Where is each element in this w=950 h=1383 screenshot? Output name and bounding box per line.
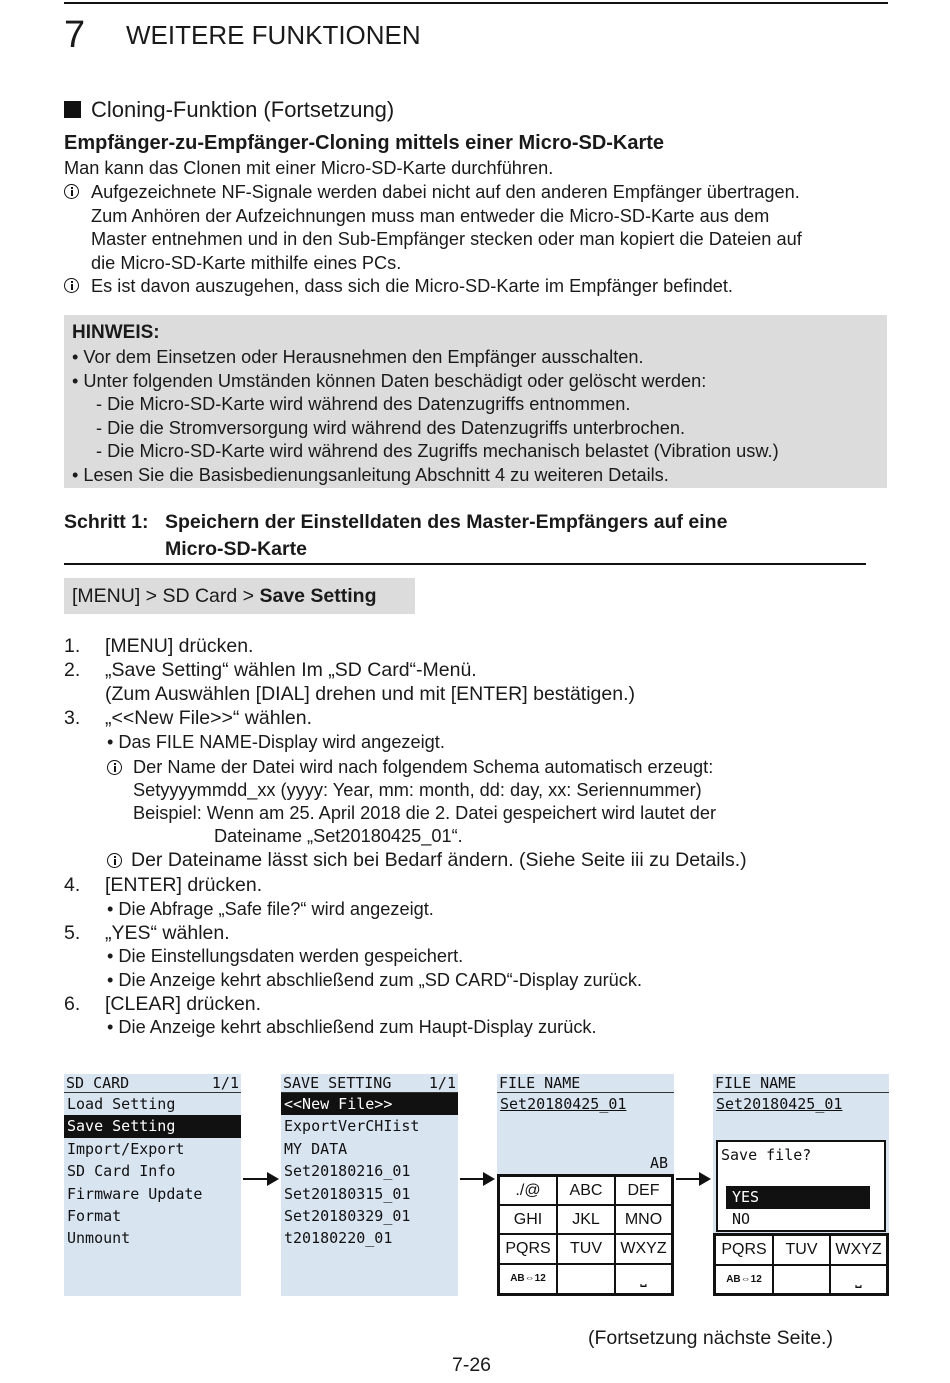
screen-title: FILE NAME bbox=[499, 1074, 581, 1092]
info-note-2 bbox=[64, 275, 79, 299]
arrow-right-icon bbox=[460, 1178, 493, 1180]
screen-title: SD CARD bbox=[66, 1074, 130, 1092]
menu-item-save-setting[interactable]: Save Setting bbox=[64, 1115, 241, 1137]
screen-header bbox=[713, 1074, 889, 1093]
key-wxyz[interactable]: WXYZ bbox=[615, 1234, 672, 1264]
yes-option[interactable]: YES bbox=[726, 1186, 870, 1208]
key-blank[interactable] bbox=[557, 1264, 615, 1294]
info-icon-wrap bbox=[107, 850, 122, 874]
screen-title: FILE NAME bbox=[715, 1074, 797, 1092]
step-info: Setyyyymmdd_xx (yyyy: Year, mm: month, dd: day, xx: Seriennummer) bbox=[133, 780, 702, 800]
step-text: „Save Setting“ wählen Im „SD Card“-Menü. bbox=[105, 659, 477, 681]
step-bullet: • Die Anzeige kehrt abschließend zum „SD CARD“-Display zurück. bbox=[107, 970, 643, 990]
save-setting-screen bbox=[281, 1074, 458, 1296]
file-item-new-file[interactable]: <<New File>> bbox=[281, 1093, 458, 1115]
info-icon bbox=[64, 184, 79, 199]
file-item[interactable]: Set20180315_01 bbox=[284, 1184, 411, 1203]
step-title-line2: Micro-SD-Karte bbox=[165, 538, 307, 560]
key-jkl[interactable]: JKL bbox=[557, 1205, 615, 1234]
file-item[interactable]: Set20180216_01 bbox=[284, 1162, 411, 1181]
key-tuv[interactable]: TUV bbox=[557, 1234, 615, 1264]
key-symbols[interactable]: ./@ bbox=[499, 1176, 557, 1205]
hinweis-line: • Vor dem Einsetzen oder Herausnehmen den Empfänger ausschalten. bbox=[72, 347, 644, 367]
info-icon-wrap bbox=[107, 757, 122, 781]
key-mno[interactable]: MNO bbox=[615, 1205, 672, 1234]
step-number: 1. bbox=[64, 635, 81, 657]
step-text: (Zum Auswählen [DIAL] drehen und mit [ENTER] bestätigen.) bbox=[105, 683, 635, 705]
arrow-right-icon bbox=[676, 1178, 709, 1180]
menu-item-unmount[interactable]: Unmount bbox=[67, 1229, 131, 1248]
keypad bbox=[713, 1233, 889, 1296]
hinweis-line: - Die die Stromversorgung wird während des Datenzugriffs unterbrochen. bbox=[96, 417, 686, 438]
step-bullet: • Die Abfrage „Safe file?“ wird angezeigt. bbox=[107, 899, 434, 919]
step-bullet: • Das FILE NAME-Display wird angezeigt. bbox=[107, 732, 445, 752]
menu-item-firmware-update[interactable]: Firmware Update bbox=[67, 1184, 203, 1203]
info-note-1-line3: Master entnehmen und in den Sub-Empfänger stecken oder man kopiert die Dateien auf bbox=[91, 229, 802, 249]
save-file-dialog bbox=[716, 1140, 886, 1232]
menu-item-import-export[interactable]: Import/Export bbox=[67, 1139, 185, 1158]
step-text: [ENTER] drücken. bbox=[105, 874, 263, 896]
step-number: 4. bbox=[64, 874, 81, 896]
file-item[interactable]: t20180220_01 bbox=[284, 1229, 393, 1248]
step-label: Schritt 1: bbox=[64, 511, 149, 533]
key-pqrs: PQRS bbox=[715, 1235, 773, 1265]
screen-page: 1/1 bbox=[428, 1074, 456, 1092]
info-note-1 bbox=[64, 181, 79, 205]
file-item[interactable]: ExportVerCHIist bbox=[284, 1117, 420, 1136]
hinweis-line: • Unter folgenden Umständen können Daten beschädigt oder gelöscht werden: bbox=[72, 370, 707, 391]
key-wxyz: WXYZ bbox=[830, 1235, 887, 1265]
dialog-title: Save file? bbox=[721, 1146, 812, 1164]
step-info: Beispiel: Wenn am 25. April 2018 die 2. Datei gespeichert wird lautet der bbox=[133, 803, 717, 823]
step-info: Der Dateiname lässt sich bei Bedarf ändern. (Siehe Seite iii zu Details.) bbox=[131, 849, 747, 871]
file-item[interactable]: MY DATA bbox=[284, 1139, 348, 1158]
info-icon bbox=[107, 853, 122, 868]
file-name-field[interactable]: Set20180425_01 bbox=[500, 1095, 627, 1113]
key-blank bbox=[773, 1265, 830, 1294]
info-note-1-line4: die Micro-SD-Karte mithilfe eines PCs. bbox=[91, 252, 402, 273]
key-space[interactable]: ⎵ bbox=[615, 1264, 672, 1294]
hinweis-title: HINWEIS: bbox=[72, 322, 160, 343]
info-icon bbox=[64, 278, 79, 293]
step-number: 5. bbox=[64, 922, 81, 944]
subsection-title: Empfänger-zu-Empfänger-Cloning mittels einer Micro-SD-Karte bbox=[64, 132, 665, 154]
keypad bbox=[497, 1174, 674, 1296]
step-bullet: • Die Anzeige kehrt abschließend zum Haupt-Display zurück. bbox=[107, 1017, 597, 1037]
screen-title: SAVE SETTING bbox=[283, 1074, 392, 1092]
info-icon bbox=[107, 760, 122, 775]
step-text: „YES“ wählen. bbox=[105, 922, 230, 944]
sd-card-screen bbox=[64, 1074, 241, 1296]
screen-page: 1/1 bbox=[211, 1074, 239, 1092]
save-confirm-screen bbox=[713, 1074, 889, 1296]
step-number: 2. bbox=[64, 659, 81, 681]
info-note-1-line2: Zum Anhören der Aufzeichnungen muss man entweder die Micro-SD-Karte aus dem bbox=[91, 205, 770, 226]
no-option[interactable]: NO bbox=[732, 1209, 751, 1228]
step-info: Dateiname „Set20180425_01“. bbox=[214, 826, 463, 846]
key-space: ⎵ bbox=[830, 1265, 887, 1294]
hinweis-line: - Die Micro-SD-Karte wird während des Datenzugriffs entnommen. bbox=[96, 394, 631, 414]
file-name-screen bbox=[497, 1074, 674, 1296]
key-abc[interactable]: ABC bbox=[557, 1176, 615, 1205]
square-bullet-icon bbox=[64, 101, 81, 118]
info-note-2-line1: Es ist davon auszugehen, dass sich die Micro-SD-Karte im Empfänger befindet. bbox=[91, 276, 733, 296]
step-text: [CLEAR] drücken. bbox=[105, 993, 262, 1015]
file-name-field: Set20180425_01 bbox=[716, 1095, 843, 1113]
continued-note: (Fortsetzung nächste Seite.) bbox=[588, 1327, 833, 1349]
key-def[interactable]: DEF bbox=[615, 1176, 672, 1205]
hinweis-line: • Lesen Sie die Basisbedienungsanleitung Abschnitt 4 zu weiteren Details. bbox=[72, 464, 669, 485]
key-tuv: TUV bbox=[773, 1235, 830, 1265]
menu-item-sd-card-info[interactable]: SD Card Info bbox=[67, 1162, 176, 1181]
header-rule bbox=[64, 2, 888, 4]
step-bullet: • Die Einstellungsdaten werden gespeichert. bbox=[107, 946, 464, 966]
menu-item-load-setting[interactable]: Load Setting bbox=[67, 1095, 176, 1113]
info-note-1-line1: Aufgezeichnete NF-Signale werden dabei nicht auf den anderen Empfänger übertragen. bbox=[91, 182, 800, 202]
step-text: „<<New File>>“ wählen. bbox=[105, 707, 313, 729]
file-item[interactable]: Set20180329_01 bbox=[284, 1207, 411, 1226]
key-ghi[interactable]: GHI bbox=[499, 1205, 557, 1234]
key-pqrs[interactable]: PQRS bbox=[499, 1234, 557, 1264]
step-rule bbox=[64, 563, 866, 565]
step-number: 3. bbox=[64, 707, 81, 729]
input-mode-indicator: AB bbox=[649, 1154, 668, 1172]
arrow-right-icon bbox=[243, 1178, 277, 1180]
chapter-number: 7 bbox=[64, 14, 86, 56]
screen-header bbox=[64, 1074, 241, 1093]
menu-item-format[interactable]: Format bbox=[67, 1207, 122, 1226]
step-info: Der Name der Datei wird nach folgendem Schema automatisch erzeugt: bbox=[133, 757, 714, 777]
key-mode-toggle[interactable]: AB⇔12 bbox=[499, 1264, 557, 1294]
step-title-line1: Speichern der Einstelldaten des Master-Empfängers auf eine bbox=[165, 511, 728, 533]
step-number: 6. bbox=[64, 993, 81, 1015]
key-mode-toggle: AB⇔12 bbox=[715, 1265, 773, 1294]
step-text: [MENU] drücken. bbox=[105, 635, 254, 657]
screen-header bbox=[497, 1074, 674, 1093]
intro-text: Man kann das Clonen mit einer Micro-SD-Karte durchführen. bbox=[64, 158, 554, 178]
menu-path: [MENU] > SD Card > Save Setting bbox=[64, 578, 415, 614]
hinweis-line: - Die Micro-SD-Karte wird während des Zugriffs mechanisch belastet (Vibration usw.) bbox=[96, 441, 779, 461]
chapter-title: WEITERE FUNKTIONEN bbox=[126, 20, 421, 50]
screen-header bbox=[281, 1074, 458, 1093]
page-number: 7-26 bbox=[452, 1354, 492, 1376]
section-title: Cloning-Funktion (Fortsetzung) bbox=[64, 96, 394, 124]
